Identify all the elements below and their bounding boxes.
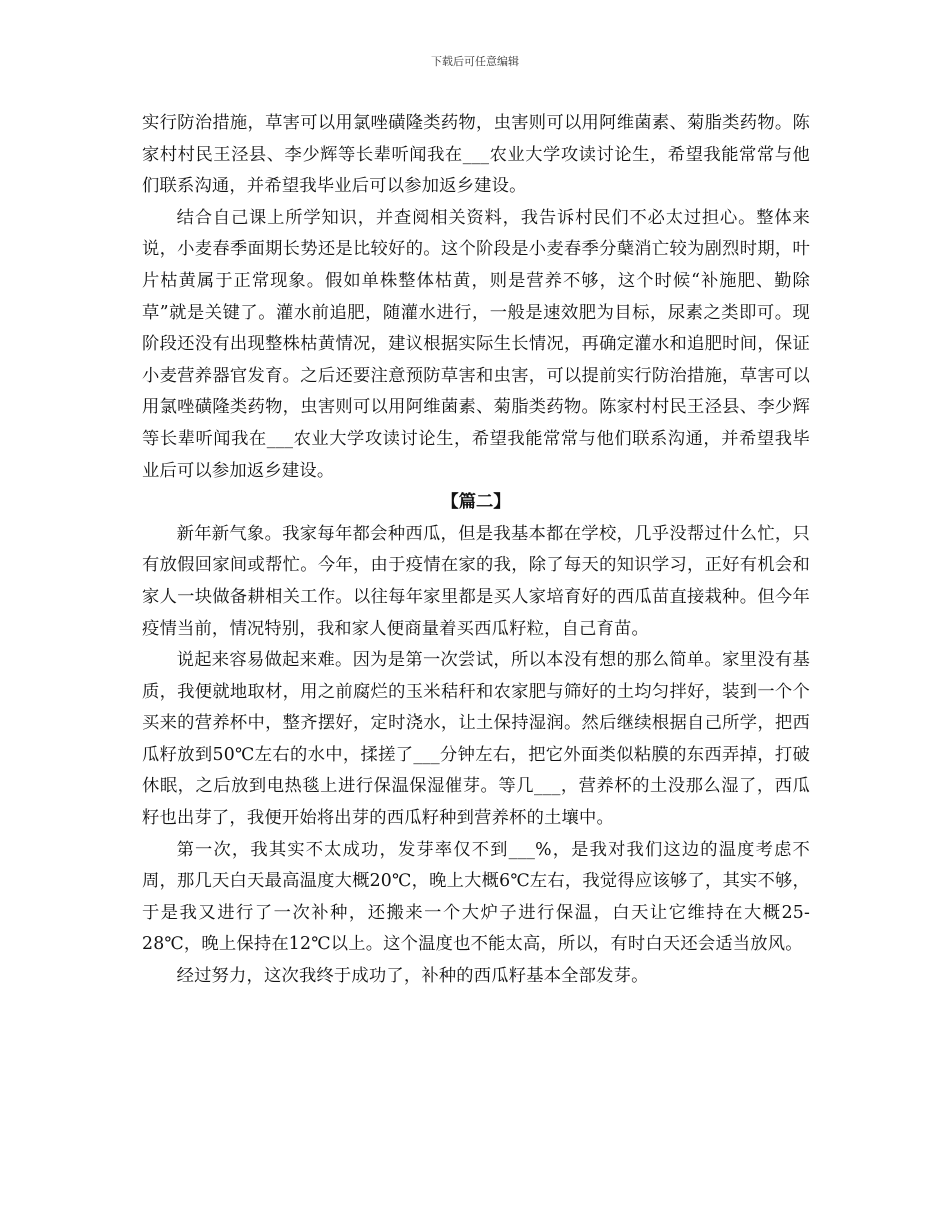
document-body [142,108,810,993]
paragraph: 第一次，我其实不太成功，发芽率仅不到___%，是我对我们这边的温度考虑不周，那几天白天最高温度大概20℃，晚上大概6℃左右，我觉得应该够了，其实不够，于是我又进行了一次补种，还搬来一个大炉子进行保温，白天让它维持在大概25-28℃，晚上保持在12℃以上。这个温度也不能太高，所以，有时白天还会适当放风。 [142,839,810,955]
paragraph: 新年新气象。我家每年都会种西瓜，但是我基本都在学校，几乎没帮过什么忙，只有放假回家间或帮忙。今年，由于疫情在家的我，除了每天的知识学习，正好有机会和家人一块做备耕相关工作。以往每年家里都是买人家培育好的西瓜苗直接栽种。但今年疫情当前，情况特别，我和家人便商量着买西瓜籽粒，自己育苗。 [142,523,810,639]
paragraph-continued: 实行防治措施，草害可以用氯唑磺隆类药物，虫害则可以用阿维菌素、菊脂类药物。陈家村村民王泾县、李少辉等长辈听闻我在___农业大学攻读讨论生，希望我能常常与他们联系沟通，并希望我毕业后可以参加返乡建设。 [142,113,810,197]
paragraph: 结合自己课上所学知识，并查阅相关资料，我告诉村民们不必太过担心。整体来说，小麦春季面期长势还是比较好的。这个阶段是小麦春季分蘖消亡较为剧烈时期，叶片枯黄属于正常现象。假如单株整体枯黄，则是营养不够，这个时候“补施肥、勤除草”就是关键了。灌水前追肥，随灌水进行，一般是速效肥为目标，尿素之类即可。现阶段还没有出现整株枯黄情况，建议根据实际生长情况，再确定灌水和追肥时间，保证小麦营养器官发育。之后还要注意预防草害和虫害，可以提前实行防治措施，草害可以用氯唑磺隆类药物，虫害则可以用阿维菌素、菊脂类药物。陈家村村民王泾县、李少辉等长辈听闻我在___农业大学攻读讨论生，希望我能常常与他们联系沟通，并希望我毕业后可以参加返乡建设。 [142,207,810,481]
paragraph: 说起来容易做起来难。因为是第一次尝试，所以本没有想的那么简单。家里没有基质，我便就地取材，用之前腐烂的玉米秸秆和农家肥与筛好的土均匀拌好，装到一个个买来的营养杯中，整齐摆好，定时浇水，让土保持湿润。然后继续根据自己所学，把西瓜籽放到50℃左右的水中，揉搓了___分钟左右，把它外面类似粘膜的东西弄掉，打破休眠，之后放到电热毯上进行保温保湿催芽。等几___，营养杯的土没那么湿了，西瓜籽也出芽了，我便开始将出芽的西瓜籽种到营养杯的土壤中。 [142,650,810,829]
section-title: 【篇二】 [441,492,511,513]
paragraph: 经过努力，这次我终于成功了，补种的西瓜籽基本全部发芽。 [176,966,649,987]
page-header: 下载后可任意编辑 [431,55,519,68]
